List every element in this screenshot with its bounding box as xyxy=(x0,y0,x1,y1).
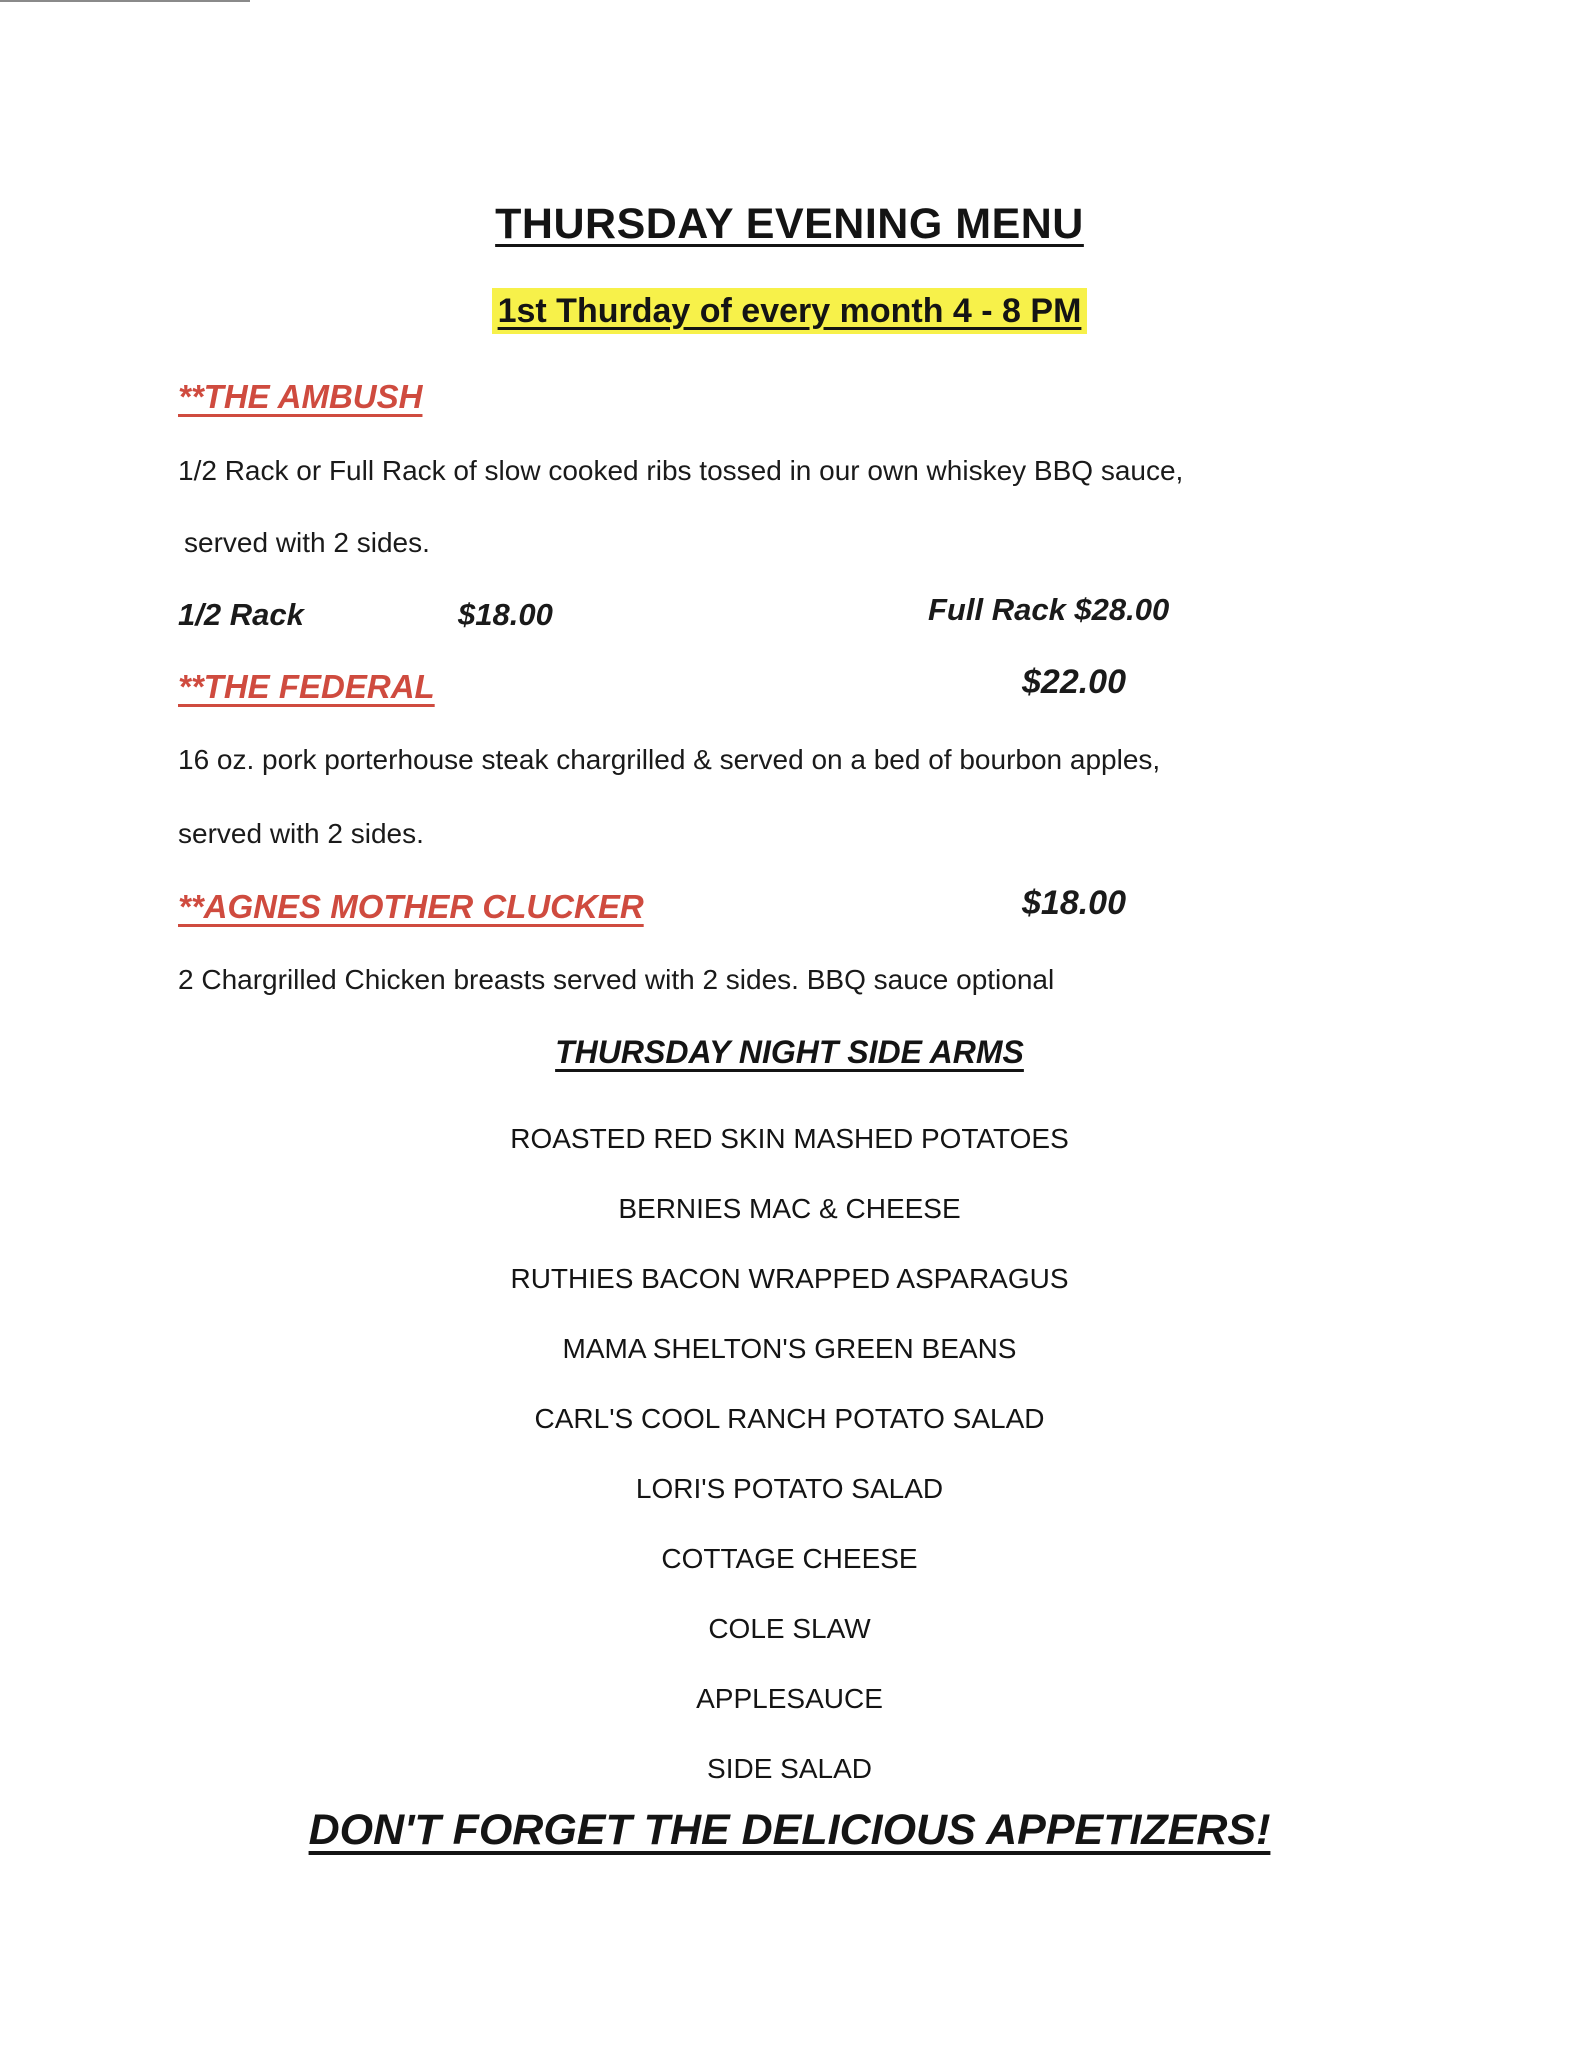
menu-title-text: THURSDAY EVENING MENU xyxy=(495,200,1084,248)
scan-edge-line xyxy=(0,0,250,2)
menu-subtitle xyxy=(0,292,1579,331)
item-price-federal: $22.00 xyxy=(1022,663,1126,701)
side-item: MAMA SHELTON'S GREEN BEANS xyxy=(562,1333,1017,1364)
side-item: CARL'S COOL RANCH POTATO SALAD xyxy=(534,1403,1045,1434)
side-item: APPLESAUCE xyxy=(696,1683,883,1714)
item-full-rack-price: Full Rack $28.00 xyxy=(928,592,1170,627)
item-desc-federal-line-2: served with 2 sides. xyxy=(178,818,424,849)
side-item: BERNIES MAC & CHEESE xyxy=(618,1193,961,1224)
sides-title-text: THURSDAY NIGHT SIDE ARMS xyxy=(555,1034,1024,1070)
sides-title xyxy=(0,1034,1579,1071)
item-desc-federal-line-1: 16 oz. pork porterhouse steak chargrilled & served on a bed of bourbon apples, xyxy=(178,744,1161,775)
item-name-agnes: **AGNES MOTHER CLUCKER xyxy=(178,888,644,925)
menu-subtitle-text: 1st Thurday of every month 4 - 8 PM xyxy=(492,288,1088,334)
side-item: LORI'S POTATO SALAD xyxy=(635,1473,944,1504)
footer-appetizers-text: DON'T FORGET THE DELICIOUS APPETIZERS! xyxy=(308,1806,1271,1854)
item-price-agnes: $18.00 xyxy=(1022,884,1126,922)
menu-title xyxy=(0,200,1579,249)
item-name-ambush: **THE AMBUSH xyxy=(178,378,423,415)
item-desc-ambush-line-2: served with 2 sides. xyxy=(184,527,430,558)
side-item: SIDE SALAD xyxy=(707,1753,872,1784)
side-item: ROASTED RED SKIN MASHED POTATOES xyxy=(510,1123,1069,1154)
item-half-rack-label: 1/2 Rack xyxy=(178,597,304,632)
sides-list xyxy=(0,1104,1579,1804)
item-half-rack-price: $18.00 xyxy=(458,597,553,632)
item-name-federal: **THE FEDERAL xyxy=(178,668,435,705)
footer-appetizers xyxy=(0,1806,1579,1855)
item-desc-ambush-line-1: 1/2 Rack or Full Rack of slow cooked ribs tossed in our own whiskey BBQ sauce, xyxy=(178,455,1184,486)
side-item: COLE SLAW xyxy=(708,1613,871,1644)
item-desc-agnes-line-1: 2 Chargrilled Chicken breasts served with 2 sides. BBQ sauce optional xyxy=(178,964,1055,995)
side-item: RUTHIES BACON WRAPPED ASPARAGUS xyxy=(510,1263,1069,1294)
side-item: COTTAGE CHEESE xyxy=(661,1543,918,1574)
